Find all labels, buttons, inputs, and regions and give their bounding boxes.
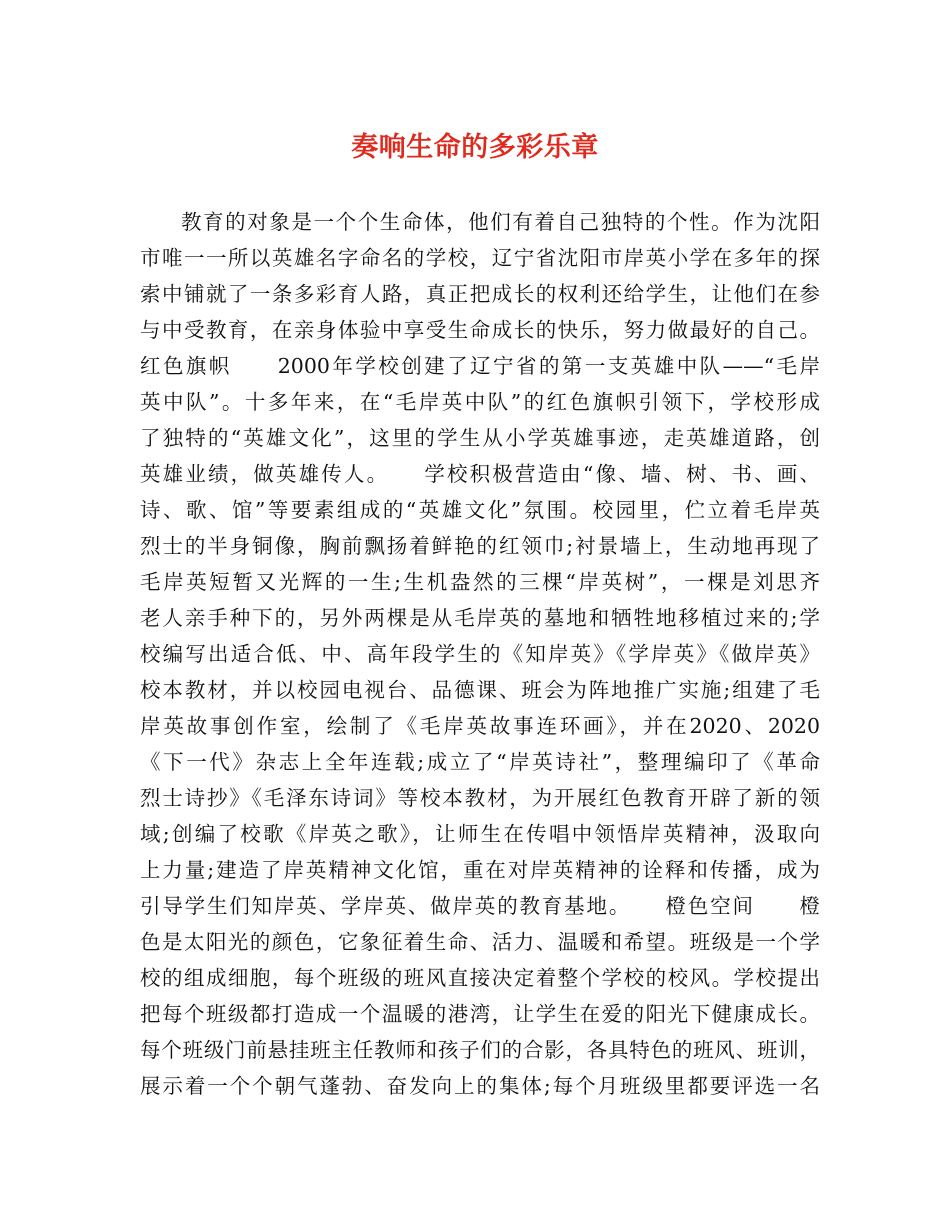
body-line: 色是太阳光的颜色，它象征着生命、活力、温暖和希望。班级是一个学 bbox=[140, 930, 820, 954]
body-line: 老人亲手种下的，另外两棵是从毛岸英的墓地和牺牲地移植过来的;学 bbox=[140, 606, 820, 630]
body-line: 把每个班级都打造成一个温暖的港湾，让学生在爱的阳光下健康成长。 bbox=[140, 1002, 820, 1026]
body-line: 与中受教育，在亲身体验中享受生命成长的快乐，努力做最好的自己。 bbox=[140, 318, 820, 342]
body-line: 教育的对象是一个个生命体，他们有着自己独特的个性。作为沈阳 bbox=[181, 210, 820, 234]
body-line: 《下一代》杂志上全年连载;成立了“岸英诗社”，整理编印了《革命 bbox=[140, 750, 820, 774]
body-line: 诗、歌、馆”等要素组成的“英雄文化”氛围。校园里，伫立着毛岸英 bbox=[140, 498, 820, 522]
body-line: 展示着一个个朝气蓬勃、奋发向上的集体;每个月班级里都要评选一名 bbox=[140, 1074, 820, 1098]
document-title: 奏响生命的多彩乐章 bbox=[351, 132, 599, 163]
body-line: 域;创编了校歌《岸英之歌》，让师生在传唱中领悟岸英精神，汲取向 bbox=[140, 822, 820, 846]
body-line: 校本教材，并以校园电视台、品德课、班会为阵地推广实施;组建了毛 bbox=[140, 678, 820, 702]
body-line: 了独特的“英雄文化”，这里的学生从小学英雄事迹，走英雄道路，创 bbox=[140, 426, 820, 450]
body-line: 上力量;建造了岸英精神文化馆，重在对岸英精神的诠释和传播，成为 bbox=[140, 858, 820, 882]
body-line: 英雄业绩，做英雄传人。 学校积极营造由“像、墙、树、书、画、 bbox=[140, 462, 820, 486]
body-line: 市唯一一所以英雄名字命名的学校，辽宁省沈阳市岸英小学在多年的探 bbox=[140, 246, 820, 270]
body-line: 岸英故事创作室，绘制了《毛岸英故事连环画》，并在2020、2020 bbox=[140, 714, 820, 738]
body-line: 引导学生们知岸英、学岸英、做岸英的教育基地。 橙色空间 橙 bbox=[140, 894, 820, 918]
body-line: 毛岸英短暂又光辉的一生;生机盎然的三棵“岸英树”，一棵是刘思齐 bbox=[140, 570, 820, 594]
body-line: 烈士诗抄》《毛泽东诗词》等校本教材，为开展红色教育开辟了新的领 bbox=[140, 786, 820, 810]
body-line: 红色旗帜 2000年学校创建了辽宁省的第一支英雄中队——“毛岸 bbox=[140, 354, 820, 378]
body-line: 英中队”。十多年来，在“毛岸英中队”的红色旗帜引领下，学校形成 bbox=[140, 390, 820, 414]
body-line: 索中铺就了一条多彩育人路，真正把成长的权利还给学生，让他们在参 bbox=[140, 282, 820, 306]
body-line: 校编写出适合低、中、高年段学生的《知岸英》《学岸英》《做岸英》 bbox=[140, 642, 820, 666]
body-line: 烈士的半身铜像，胸前飘扬着鲜艳的红领巾;衬景墙上，生动地再现了 bbox=[140, 534, 820, 558]
body-line: 校的组成细胞，每个班级的班风直接决定着整个学校的校风。学校提出 bbox=[140, 966, 820, 990]
body-line: 每个班级门前悬挂班主任教师和孩子们的合影，各具特色的班风、班训， bbox=[140, 1038, 820, 1062]
